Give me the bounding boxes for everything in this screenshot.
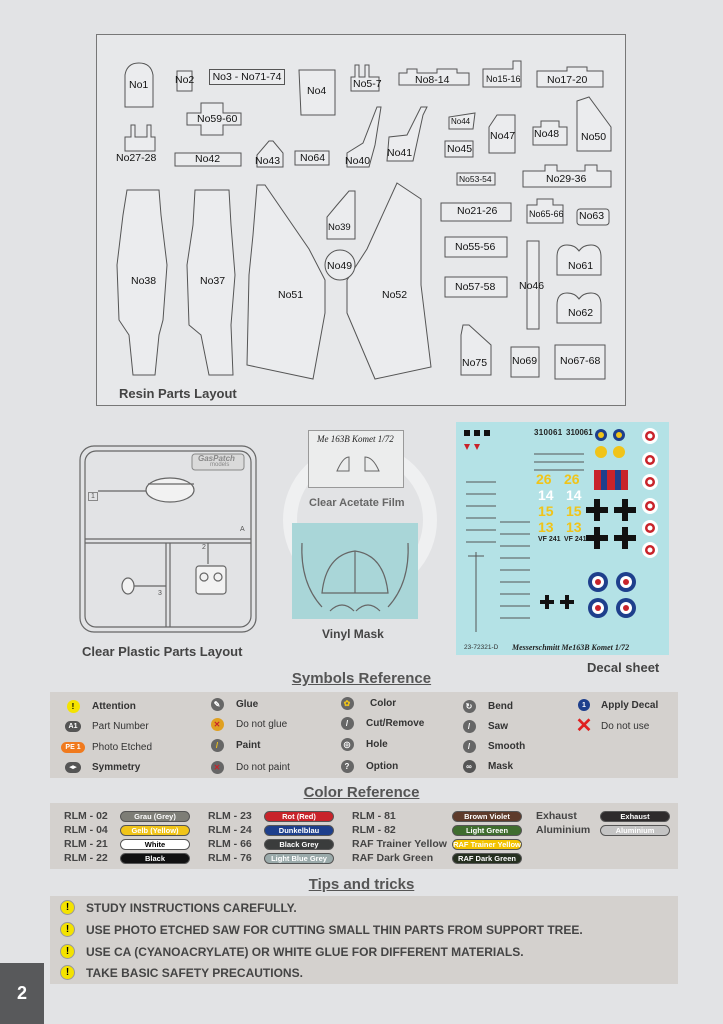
attention-icon: ! (60, 965, 75, 980)
vinyl-mask (292, 523, 418, 619)
part-no50-label: No50 (581, 131, 607, 143)
symbol-do-not-use: ✕ Do not use (575, 715, 650, 737)
decal-graphics (456, 422, 669, 655)
sprue-letter: A (240, 526, 245, 533)
decal-serial-2: 310061 (566, 428, 593, 437)
part-no45-label: No45 (447, 143, 473, 155)
decal-serial-1: 310061 (534, 428, 563, 437)
symbol-part-number: A1 Part Number (64, 719, 149, 733)
paint-icon: / (211, 739, 224, 752)
decal-code-1: VF 241 (538, 536, 561, 543)
part-no1-label: No1 (129, 79, 149, 91)
decal-number-26a: 26 (536, 471, 552, 487)
part-no38-label: No38 (131, 275, 157, 287)
glue-icon: ✎ (211, 698, 224, 711)
do-not-paint-icon: ✕ (211, 761, 224, 774)
color-key-rlm23: RLM - 23 (208, 810, 252, 822)
color-swatch-raf-dark-green: RAF Dark Green (452, 853, 522, 864)
part-no5-label: No5-7 (353, 78, 382, 90)
symbol-attention: ! Attention (66, 699, 136, 713)
color-key-raf-dark-green: RAF Dark Green (352, 852, 434, 864)
part-no64-label: No64 (300, 152, 326, 164)
part-no59-label: No59-60 (197, 113, 238, 125)
part-no4-label: No4 (307, 85, 327, 97)
part-no40-label: No40 (345, 155, 371, 167)
part-no37-label: No37 (200, 275, 226, 287)
part-no67-label: No67-68 (560, 355, 601, 367)
symbols-section-title: Symbols Reference (291, 670, 432, 687)
colors-section-title: Color Reference (303, 784, 420, 801)
hole-icon: ◎ (341, 738, 354, 751)
part-no55-label: No55-56 (455, 241, 496, 253)
color-key-raf-trainer-yellow: RAF Trainer Yellow (352, 838, 447, 850)
symbol-glue: ✎ Glue (210, 697, 258, 711)
attention-icon: ! (67, 700, 80, 713)
part-no57-label: No57-58 (455, 281, 496, 293)
part-number-icon: A1 (65, 721, 82, 732)
part-no49-label: No49 (327, 260, 353, 272)
mask-icon: ∞ (463, 760, 476, 773)
part-no47-label: No47 (490, 130, 516, 142)
symmetry-icon: ◂▸ (65, 762, 80, 773)
sprue-brand-sub: models (210, 462, 230, 468)
attention-icon: ! (60, 944, 75, 959)
tips-section-title: Tips and tricks (308, 876, 415, 893)
tip-item: ! USE PHOTO ETCHED SAW FOR CUTTING SMALL THIN PARTS FROM SUPPORT TREE. (60, 922, 583, 937)
part-no17-label: No17-20 (547, 74, 588, 86)
color-swatch-rlm02: Grau (Grey) (120, 811, 190, 822)
decal-code-2: VF 241 (564, 536, 587, 543)
apply-decal-icon: 1 (578, 699, 590, 711)
symbol-symmetry: ◂▸ Symmetry (64, 760, 140, 774)
symbol-cut-remove: / Cut/Remove (340, 716, 424, 730)
color-reference-panel (50, 803, 678, 869)
part-no42-label: No42 (195, 153, 221, 165)
decal-sheet-title: Decal sheet (587, 660, 660, 675)
part-no41-label: No41 (387, 147, 413, 159)
color-key-rlm04: RLM - 04 (64, 824, 108, 836)
symbol-saw: / Saw (462, 719, 508, 733)
sprue-number-1: 1 (88, 492, 98, 501)
part-no53-label: No53-54 (459, 174, 492, 184)
do-not-use-icon: ✕ (575, 715, 593, 737)
clear-plastic-sprue (78, 444, 258, 634)
color-swatch-rlm76: Light Blue Grey (264, 853, 334, 864)
tip-item: ! TAKE BASIC SAFETY PRECAUTIONS. (60, 965, 303, 980)
part-no69-label: No69 (512, 355, 538, 367)
symbol-bend: ↻ Bend (462, 699, 513, 713)
color-key-rlm66: RLM - 66 (208, 838, 252, 850)
photo-etched-icon: PE 1 (61, 742, 84, 753)
saw-icon: / (463, 720, 476, 733)
sprue-drawing (78, 444, 258, 634)
part-no63-label: No63 (579, 210, 605, 222)
attention-icon: ! (60, 922, 75, 937)
part-no8-label: No8-14 (415, 74, 450, 86)
symbol-mask: ∞ Mask (462, 759, 513, 773)
color-swatch-rlm66: Black Grey (264, 839, 334, 850)
part-no43-label: No43 (255, 155, 281, 167)
symbol-do-not-glue: ✕ Do not glue (210, 717, 287, 731)
tip-item: ! STUDY INSTRUCTIONS CAREFULLY. (60, 900, 297, 915)
color-swatch-rlm23: Rot (Red) (264, 811, 334, 822)
decal-number-15b: 15 (566, 503, 582, 519)
symbol-photo-etched: PE 1 Photo Etched (64, 740, 152, 754)
smooth-icon: / (463, 740, 476, 753)
color-swatch-rlm22: Black (120, 853, 190, 864)
color-key-rlm76: RLM - 76 (208, 852, 252, 864)
sprue-brand: GasPatch (198, 454, 235, 463)
color-key-exhaust: Exhaust (536, 810, 577, 822)
decal-number-14a: 14 (538, 487, 554, 503)
part-no62-label: No62 (568, 307, 594, 319)
decal-number-14b: 14 (566, 487, 582, 503)
part-no29-label: No29-36 (546, 173, 587, 185)
do-not-glue-icon: ✕ (211, 718, 224, 731)
part-no75-label: No75 (462, 357, 488, 369)
resin-layout-title: Resin Parts Layout (119, 386, 237, 401)
acetate-title: Clear Acetate Film (309, 497, 405, 509)
part-no44-label: No44 (451, 117, 471, 126)
part-no39-label: No39 (328, 222, 351, 233)
part-no52-label: No52 (382, 289, 408, 301)
symbol-apply-decal: 1 Apply Decal (573, 698, 658, 712)
color-swatch-rlm04: Gelb (Yellow) (120, 825, 190, 836)
color-swatch-exhaust: Exhaust (600, 811, 670, 822)
part-no48-label: No48 (534, 128, 560, 140)
decal-number-15a: 15 (538, 503, 554, 519)
color-key-rlm02: RLM - 02 (64, 810, 108, 822)
color-key-rlm81: RLM - 81 (352, 810, 396, 822)
symbol-option: ? Option (340, 759, 398, 773)
color-icon: ✿ (341, 697, 354, 710)
color-key-rlm22: RLM - 22 (64, 852, 108, 864)
option-icon: ? (341, 760, 354, 773)
symbol-do-not-paint: ✕ Do not paint (210, 760, 290, 774)
part-no27-label: No27-28 (116, 152, 157, 164)
color-swatch-rlm21: White (120, 839, 190, 850)
color-swatch-rlm24: Dunkelblau (264, 825, 334, 836)
decal-sheet (456, 422, 669, 655)
symbol-paint: / Paint (210, 738, 260, 752)
color-swatch-rlm81: Brown Violet (452, 811, 522, 822)
part-no3-label: No3 - No71-74 (209, 69, 285, 85)
cut-remove-icon: / (341, 717, 354, 730)
color-key-rlm82: RLM - 82 (352, 824, 396, 836)
sprue-layout-title: Clear Plastic Parts Layout (82, 644, 243, 659)
tip-item: ! USE CA (CYANOACRYLATE) OR WHITE GLUE FOR DIFFERENT MATERIALS. (60, 944, 524, 959)
sprue-number-3: 3 (158, 590, 162, 597)
attention-icon: ! (60, 900, 75, 915)
symbol-hole: ◎ Hole (340, 737, 388, 751)
part-no65-label: No65-66 (529, 209, 564, 219)
part-no51-label: No51 (278, 289, 304, 301)
tips-panel (50, 896, 678, 984)
resin-outlines (97, 35, 627, 407)
color-swatch-rlm82: Light Green (452, 825, 522, 836)
decal-footer-name: Messerschmitt Me163B Komet 1/72 (512, 643, 630, 652)
decal-number-13a: 13 (538, 519, 554, 535)
part-no61-label: No61 (568, 260, 594, 272)
color-key-aluminium: Aluminium (536, 824, 591, 836)
vinyl-mask-shapes (292, 523, 418, 619)
symbol-color: ✿ Color (340, 696, 396, 710)
part-no21-label: No21-26 (457, 205, 498, 217)
page-number: 2 (0, 963, 44, 1024)
color-key-rlm24: RLM - 24 (208, 824, 252, 836)
part-no15-label: No15-16 (486, 74, 521, 84)
acetate-label: Me 163B Komet 1/72 (317, 434, 394, 444)
resin-parts-layout (96, 34, 626, 406)
color-key-rlm21: RLM - 21 (64, 838, 108, 850)
decal-footer-code: 23-72321-D (464, 644, 499, 651)
sprue-number-2: 2 (202, 544, 206, 551)
part-no2-label: No2 (175, 74, 195, 86)
color-swatch-raf-trainer-yellow: RAF Trainer Yellow (453, 840, 521, 849)
decal-number-26b: 26 (564, 471, 580, 487)
symbols-reference-panel (50, 692, 678, 778)
bend-icon: ↻ (463, 700, 476, 713)
symbol-smooth: / Smooth (462, 739, 525, 753)
vinyl-title: Vinyl Mask (322, 627, 384, 641)
color-swatch-aluminium: Aluminium (600, 825, 670, 836)
decal-number-13b: 13 (566, 519, 582, 535)
part-no46-label: No46 (519, 280, 545, 292)
